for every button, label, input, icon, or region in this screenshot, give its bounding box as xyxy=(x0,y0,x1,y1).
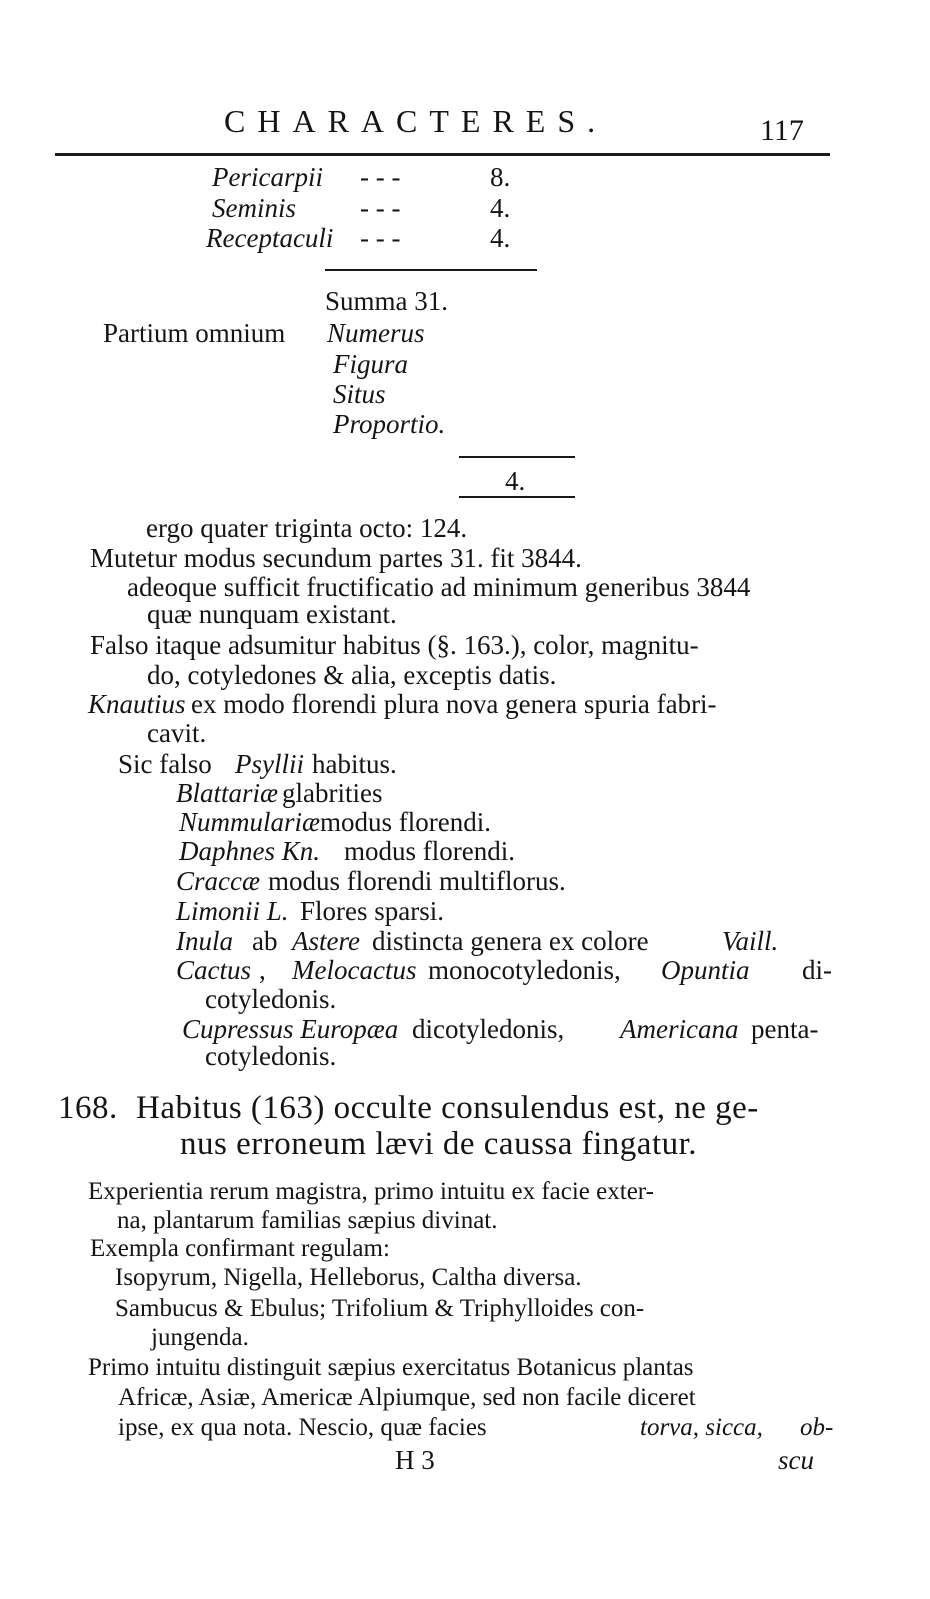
body-line-italic: ob- xyxy=(800,1414,834,1441)
partium-item: Figura xyxy=(333,349,409,379)
plant-name: Limonii L. xyxy=(176,896,289,926)
sum-rule xyxy=(325,269,537,271)
plant-trait: modus florendi. xyxy=(344,836,515,866)
plant-name: Americana xyxy=(620,1014,739,1044)
header-rule xyxy=(55,153,830,156)
plant-name: Astere xyxy=(292,926,360,956)
body-line: adeoque sufficit fructificatio ad minimum generibus 3844 xyxy=(127,572,751,602)
partium-label: Partium omnium xyxy=(103,318,286,348)
body-line: Falso itaque adsumitur habitus (§. 163.), color, magnitu- xyxy=(90,630,699,660)
multiplier-rule-top xyxy=(459,456,575,458)
body-line: Isopyrum, Nigella, Helleborus, Caltha diversa. xyxy=(115,1264,582,1291)
body-line: Africæ, Asiæ, Americæ Alpiumque, sed non facile diceret xyxy=(118,1384,696,1411)
table-row-label: Seminis xyxy=(212,193,296,223)
body-line: do, cotyledones & alia, exceptis datis. xyxy=(147,660,557,690)
partium-item: Situs xyxy=(333,379,386,409)
plant-trait: cotyledonis. xyxy=(205,1041,337,1071)
table-row-label: Receptaculi xyxy=(206,223,334,253)
table-row-dashes: - - - xyxy=(360,223,401,253)
plant-trait: modus florendi. xyxy=(320,807,491,837)
table-row-value: 8. xyxy=(490,162,511,192)
plant-name: Opuntia xyxy=(661,955,750,985)
plant-name: Cupressus Europæa xyxy=(182,1014,399,1044)
page-number: 117 xyxy=(760,114,804,147)
body-line: Exempla confirmant regulam: xyxy=(90,1235,390,1262)
plant-name: Craccæ xyxy=(176,866,260,896)
plant-name: Nummulariæ xyxy=(179,807,321,837)
body-line: na, plantarum familias sæpius divinat. xyxy=(117,1207,498,1234)
multiplier: 4. xyxy=(505,466,526,496)
catchword: scu xyxy=(778,1445,814,1475)
plant-trait: ab xyxy=(252,926,278,956)
plant-trait: modus florendi multiflorus. xyxy=(268,866,566,896)
body-line: ipse, ex qua nota. Nescio, quæ facies xyxy=(118,1414,487,1441)
plant-trait: penta- xyxy=(751,1014,819,1044)
author-name: Knautius xyxy=(88,689,186,719)
running-head-title: CHARACTERES. xyxy=(224,103,608,139)
body-line-italic: torva, sicca, xyxy=(640,1414,763,1441)
plant-trait: Flores sparsi. xyxy=(300,896,444,926)
plant-name: Inula xyxy=(176,926,233,956)
signature-mark: H 3 xyxy=(395,1445,435,1475)
body-line: Primo intuitu distinguit sæpius exercitatus Botanicus plantas xyxy=(88,1354,694,1381)
plant-trait: monocotyledonis, xyxy=(428,955,621,985)
summa-total: Summa 31. xyxy=(325,286,449,316)
plant-name: Blattariæ xyxy=(176,778,279,808)
author-name: Vaill. xyxy=(722,926,779,956)
body-line: Experientia rerum magistra, primo intuitu ex facie exter- xyxy=(88,1178,654,1205)
body-line: Mutetur modus secundum partes 31. fit 3844. xyxy=(90,543,582,573)
section-aphorism: Habitus (163) occulte consulendus est, ne ge- xyxy=(136,1090,759,1126)
partium-item: Numerus xyxy=(327,318,425,348)
plant-trait: dicotyledonis, xyxy=(412,1014,565,1044)
plant-name: Psyllii xyxy=(235,749,304,779)
body-line: cavit. xyxy=(147,718,207,748)
plant-trait: , xyxy=(259,955,266,985)
body-line: Sambucus & Ebulus; Trifolium & Triphylloides con- xyxy=(115,1295,645,1322)
plant-name: Cactus xyxy=(176,955,252,985)
partium-item: Proportio. xyxy=(333,409,446,439)
body-line: ergo quater triginta octo: 124. xyxy=(146,513,468,543)
table-row-dashes: - - - xyxy=(360,162,401,192)
plant-trait: habitus. xyxy=(312,749,397,779)
plant-name: Melocactus xyxy=(292,955,417,985)
table-row-value: 4. xyxy=(490,223,511,253)
sic-prefix: Sic falso xyxy=(118,749,212,779)
plant-trait: glabrities xyxy=(282,778,383,808)
table-row-dashes: - - - xyxy=(360,193,401,223)
plant-trait: cotyledonis. xyxy=(205,984,337,1014)
plant-trait: distincta genera ex colore xyxy=(372,926,649,956)
table-row-value: 4. xyxy=(490,193,511,223)
plant-name: Daphnes Kn. xyxy=(179,836,320,866)
multiplier-rule-bottom xyxy=(459,496,575,498)
body-line: quæ nunquam existant. xyxy=(147,599,397,629)
body-line: jungenda. xyxy=(151,1324,249,1351)
table-row-label: Pericarpii xyxy=(212,162,323,192)
body-line: ex modo florendi plura nova genera spuria fabri- xyxy=(191,689,717,719)
section-number: 168. xyxy=(58,1090,118,1126)
section-aphorism: nus erroneum lævi de caussa fingatur. xyxy=(180,1126,698,1162)
plant-trait: di- xyxy=(802,955,832,985)
